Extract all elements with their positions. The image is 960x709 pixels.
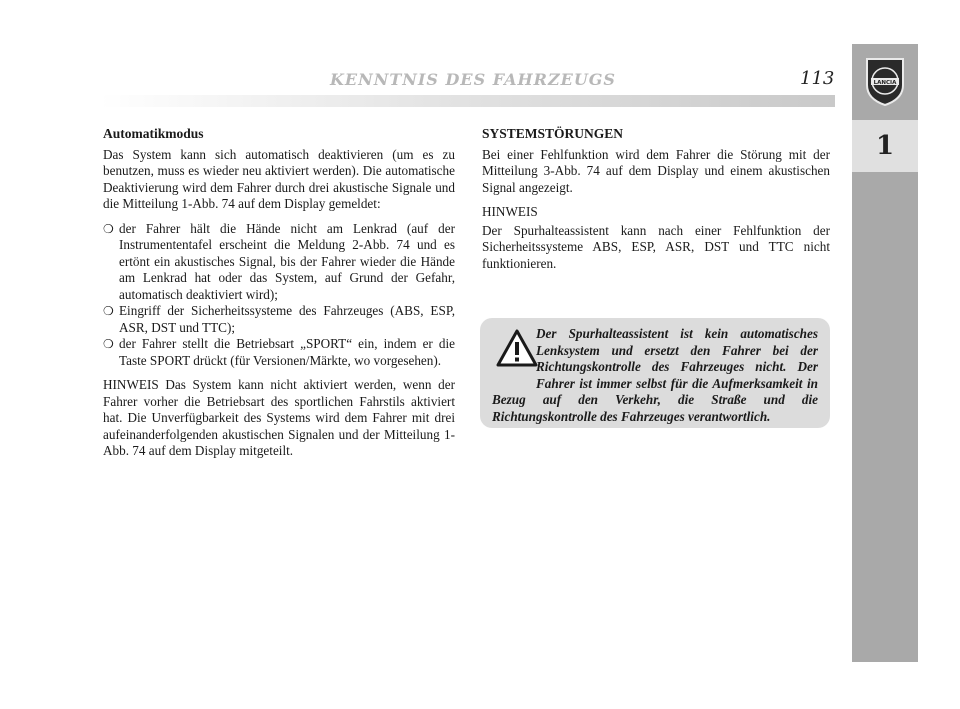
header-rule	[100, 95, 835, 107]
bullet-icon: ❍	[103, 304, 114, 318]
chapter-tab[interactable]: 1	[852, 120, 918, 172]
condition-list	[103, 221, 455, 370]
fault-paragraph: Bei einer Fehlfunktion wird dem Fahrer die Störung mit der Mitteilung 3-Abb. 74 auf dem Display und einem akustischen Signal angezeigt.	[482, 146, 830, 195]
bullet-icon: ❍	[103, 221, 114, 236]
warning-box	[480, 318, 830, 428]
bullet-icon: ❍	[103, 337, 114, 351]
section-heading-automatikmodus: Automatikmodus	[103, 126, 204, 141]
note-text: Der Spurhalteassistent kann nach einer Fehlfunktion der Sicherheitssysteme ABS, ESP, ASR, DST und TTC nicht funktionieren.	[482, 222, 830, 271]
page-number: 113	[800, 68, 835, 89]
section-heading-systemstoerungen: SYSTEMSTÖRUNGEN	[482, 126, 624, 141]
brand-logo	[852, 44, 918, 118]
logo-text: LANCIA	[873, 80, 897, 86]
note-label: HINWEIS	[482, 204, 538, 219]
right-column	[482, 126, 830, 280]
list-item: ❍ der Fahrer stellt die Betriebsart „SPORT“ ein, indem er die Taste SPORT drückt (für Versionen/Märkte, wo vorgesehen).	[103, 336, 455, 368]
warning-text: Der Spurhalteassistent ist kein automatisches Lenksystem und ersetzt den Fahrer bei der Richtungskontrolle des Fahrzeuges nicht. Der Fahrer ist immer selbst für die Aufmerksamkeit in Bezug auf den Verkehr, die Straße und die Richtungskontrolle des Fahrzeuges verantwortlich.	[492, 326, 818, 424]
list-item: ❍ der Fahrer hält die Hände nicht am Lenkrad (auf der Instrumententafel erscheint die Meldung 2-Abb. 74 und es ertönt ein akustisches Signal, bis der Fahrer wieder die Hände am Lenkrad hat oder das System, auf Grund der Gefahr, automatisch deaktiviert wird);	[103, 220, 455, 302]
note-paragraph: HINWEIS Das System kann nicht aktiviert werden, wenn der Fahrer vorher die Betriebsart des sportlichen Fahrstils aktiviert hat. Die Unverfügbarkeit des Systems wird dem Fahrer mit drei aufeinanderfolgenden akustischen Signalen und der Mitteilung 1-Abb. 74 auf dem Display mitgeteilt.	[103, 377, 455, 458]
list-item: ❍ Eingriff der Sicherheitssysteme des Fahrzeuges (ABS, ESP, ASR, DST und TTC);	[103, 303, 455, 335]
running-title: KENNTNIS DES FAHRZEUGS	[330, 70, 616, 89]
intro-paragraph: Das System kann sich automatisch deaktivieren (um es zu benutzen, muss es wieder neu aktiviert werden). Die automatische Deaktivierung wird dem Fahrer durch drei akustische Signale und die Mitteilung 1-Abb. 74 auf dem Display gemeldet:	[103, 146, 455, 211]
left-column	[103, 126, 455, 468]
lancia-shield-icon	[863, 55, 907, 107]
